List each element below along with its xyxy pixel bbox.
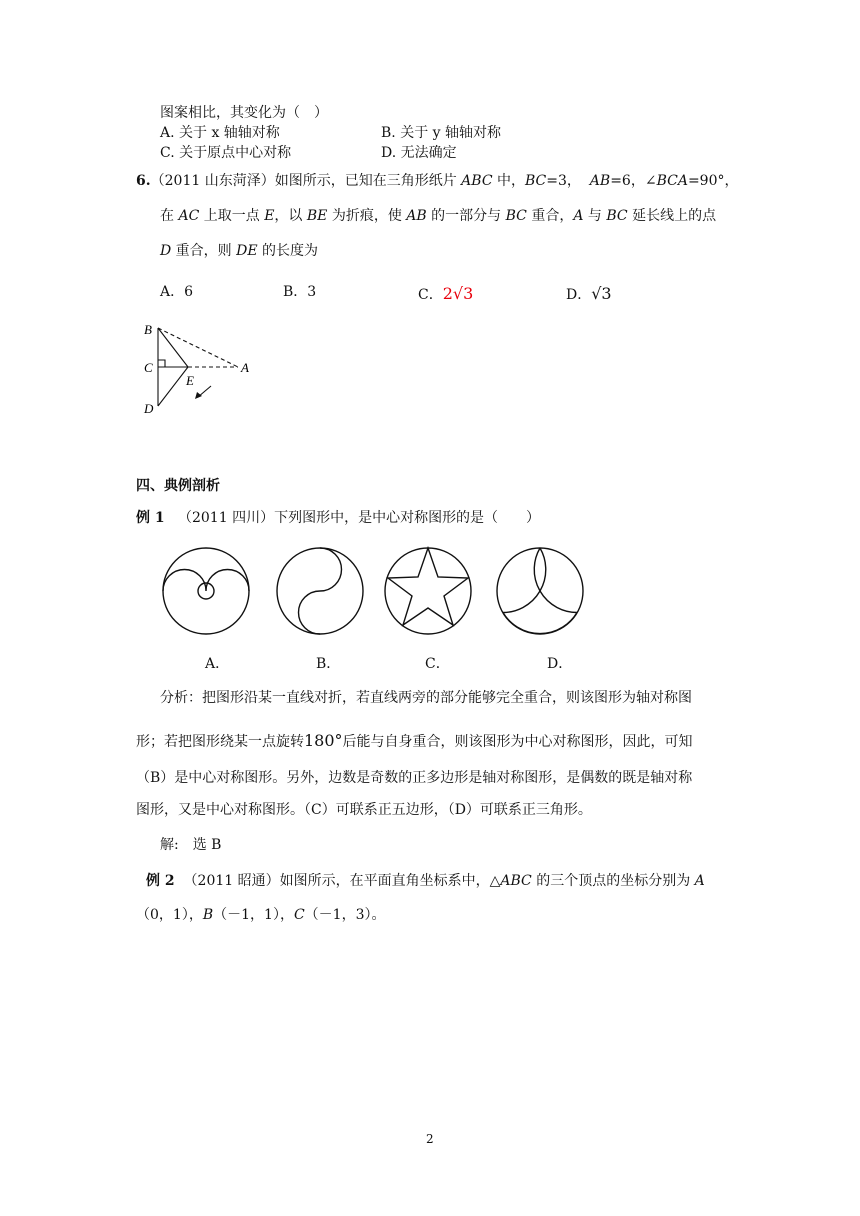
q6-triangle-figure (138, 318, 268, 423)
q6-var: AB (406, 208, 427, 224)
section-heading: 四、典例剖析 (136, 478, 220, 494)
q6-option-b: B．3 (283, 284, 317, 300)
line-be (158, 328, 188, 367)
analysis-text: 形；若把图形绕某一点旋转 (136, 734, 304, 750)
q6-var: BC (606, 208, 628, 224)
q6-var: E (264, 208, 275, 224)
q6-text: （2011 山东菏泽）如图所示，已知在三角形纸片 (150, 173, 462, 189)
figure-label-d: D． (547, 656, 573, 672)
q6-number: 6. (136, 173, 151, 189)
example-2-text: 的三个顶点的坐标分别为 (531, 873, 695, 889)
q6-line-3 (160, 243, 318, 260)
analysis-line-3: （B）是中心对称图形。另外，边数是奇数的正多边形是轴对称图形，是偶数的既是轴对称 (136, 770, 693, 786)
q6-var: BCA (656, 173, 688, 189)
q6-text: 的一部分与 (426, 208, 506, 224)
q6-text: 在 (160, 208, 179, 224)
example-2-var: C (293, 907, 305, 923)
q5-option-d: D. 无法确定 (381, 145, 457, 161)
q6-option-a: A．6 (160, 284, 194, 300)
q6-var: D (160, 243, 172, 259)
example-2-text: （－1，1）， (213, 907, 294, 923)
q6-var: BE (306, 208, 328, 224)
analysis-text: 后能与自身重合，则该图形为中心对称图形，因此，可知 (342, 734, 693, 750)
example-1-label: 例 1 (136, 510, 165, 526)
example-2-line-2 (136, 907, 386, 924)
q6-var: AB (589, 173, 611, 189)
example-1-line (136, 510, 540, 527)
q6-var: A (573, 208, 584, 224)
example-2-text: （0，1）， (136, 907, 203, 923)
label-e: E (186, 373, 194, 388)
label-b: B (144, 322, 152, 337)
analysis-line-2 (136, 731, 693, 751)
label-d: D (144, 401, 154, 416)
analysis-line-4: 图形，又是中心对称图形。（C）可联系正五边形，（D）可联系正三角形。 (136, 802, 592, 818)
analysis-degree: 180° (304, 731, 343, 750)
figure-a-circle-with-arcs (160, 545, 252, 637)
q6-text: ，以 (274, 208, 307, 224)
q6-text: 中， (492, 173, 525, 189)
fold-arrow-head (195, 392, 202, 399)
q6-text: 为折痕，使 (327, 208, 407, 224)
solution-line: 解: 选 B (160, 837, 222, 853)
q6-option-d (566, 284, 612, 304)
q6-line-1 (136, 173, 739, 190)
example-2-text: （－1，3）。 (304, 907, 386, 923)
q6-var: AC (178, 208, 200, 224)
q6-text: =6，∠ (610, 173, 657, 189)
figure-label-a: A． (205, 656, 230, 672)
q6-text: 重合，则 (171, 243, 237, 259)
q6-text: 与 (583, 208, 607, 224)
q6-option-d-label: D． (566, 287, 592, 303)
example-1-text: （2011 四川）下列图形中，是中心对称图形的是（ ） (177, 510, 541, 526)
q6-var: BC (524, 173, 547, 189)
label-a: A (241, 360, 249, 375)
right-angle-mark (158, 360, 165, 367)
figure-label-b: B． (316, 656, 341, 672)
q6-var: DE (236, 243, 258, 259)
q5-stem-tail: 图案相比，其变化为（ ） (160, 105, 328, 121)
q5-option-b: B. 关于 y 轴轴对称 (381, 125, 501, 141)
example-2-var: ABC (500, 873, 532, 889)
example-2-text: （2011 昭通）如图所示，在平面直角坐标系中，△ (183, 873, 501, 889)
q6-option-c-label: C． (418, 287, 443, 303)
figure-label-c: C． (425, 656, 450, 672)
q6-text: 延长线上的点 (627, 208, 717, 224)
q6-var: BC (505, 208, 527, 224)
q6-text: =3， (546, 173, 581, 189)
q6-text: 重合， (526, 208, 574, 224)
q5-option-c: C. 关于原点中心对称 (160, 145, 292, 161)
q6-text: =90°， (687, 173, 739, 189)
example-2-line-1 (146, 873, 705, 890)
example-2-label: 例 2 (146, 873, 175, 889)
q6-text: 的长度为 (257, 243, 319, 259)
q6-line-2 (160, 208, 716, 225)
q6-option-d-value: √3 (591, 284, 612, 303)
q6-var: ABC (461, 173, 493, 189)
figure-d-three-petals (494, 545, 586, 637)
analysis-line-1: 分析：把图形沿某一直线对折，若直线两旁的部分能够完全重合，则该图形为轴对称图 (160, 690, 692, 706)
figure-b-yin-yang (274, 545, 366, 637)
example-2-var: A (694, 873, 705, 889)
q6-option-c-value: 2√3 (442, 284, 474, 303)
figure-c-star-in-circle (382, 545, 474, 637)
line-de (158, 367, 188, 406)
q6-text: 上取一点 (199, 208, 265, 224)
page-number: 2 (426, 1132, 434, 1146)
q6-option-c (418, 284, 473, 304)
example-2-var: B (202, 907, 214, 923)
dashed-line-ba (158, 328, 238, 367)
q5-option-a: A. 关于 x 轴轴对称 (160, 125, 280, 141)
label-c: C (144, 360, 153, 375)
